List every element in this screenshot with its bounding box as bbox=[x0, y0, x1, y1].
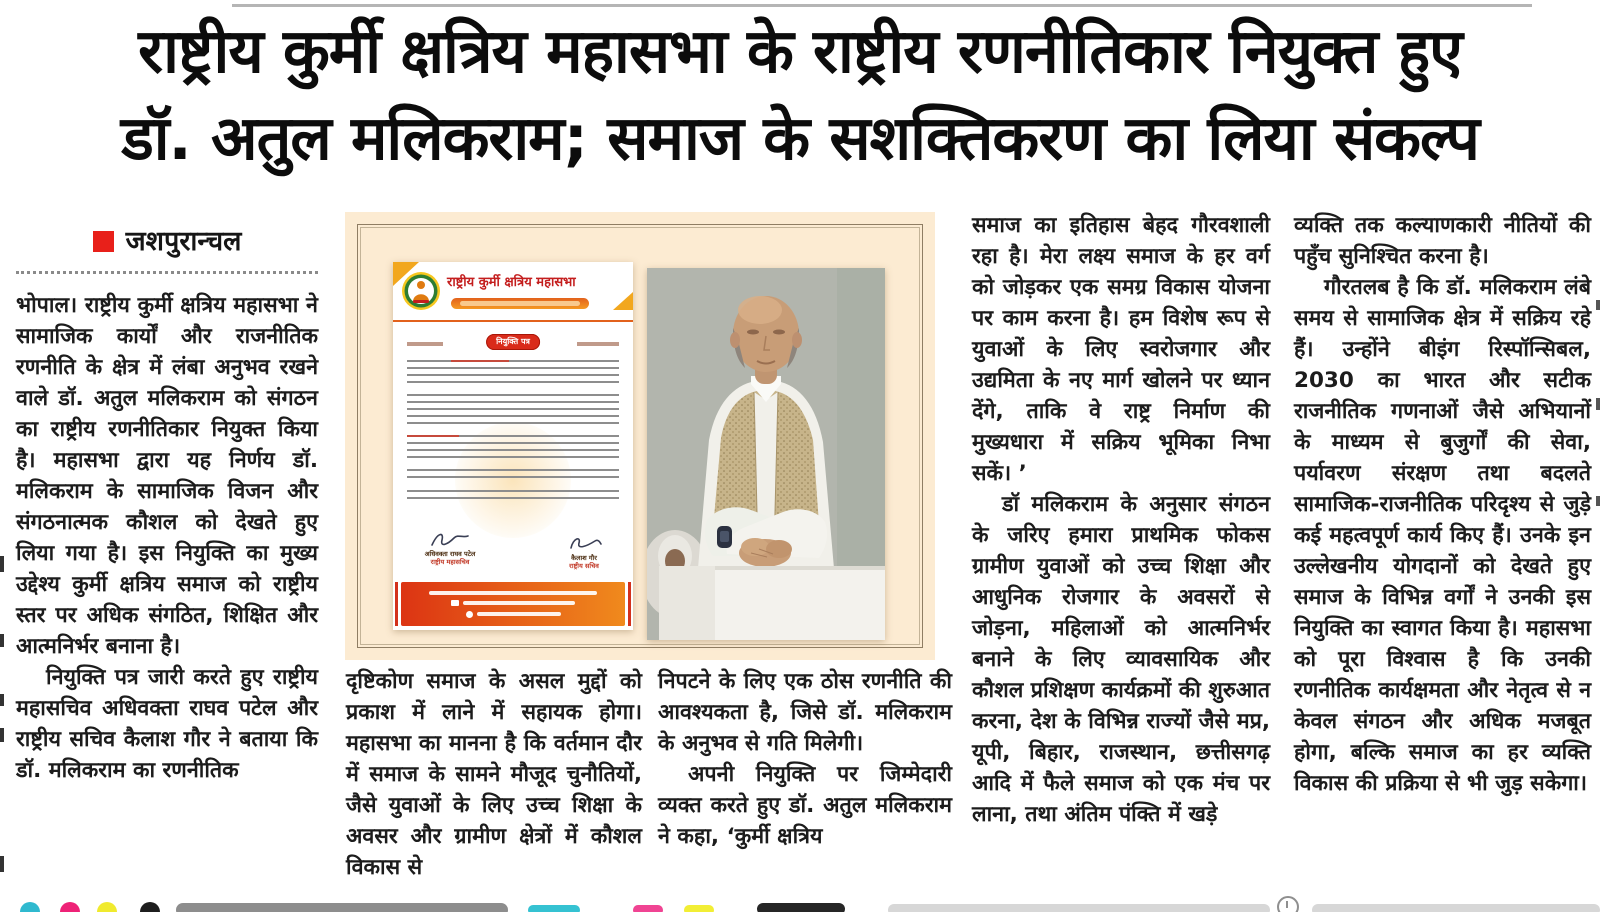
paragraph bbox=[16, 290, 318, 662]
edge-cut-mark bbox=[1596, 300, 1600, 310]
email-text-bar bbox=[463, 601, 575, 605]
letterhead bbox=[393, 262, 633, 322]
letter-highlight-text bbox=[407, 435, 459, 437]
article-column-5 bbox=[1294, 210, 1591, 799]
letter-highlight-text bbox=[451, 360, 509, 362]
phone-text-bar bbox=[477, 612, 561, 616]
section-byline bbox=[16, 222, 318, 274]
portrait-photo bbox=[647, 268, 885, 640]
letter-body-paragraph bbox=[407, 490, 619, 503]
org-logo-icon bbox=[401, 271, 441, 311]
edge-cut-mark bbox=[0, 856, 4, 872]
signature-icon bbox=[565, 534, 603, 554]
print-chip-cyan bbox=[528, 905, 580, 912]
article-column-1 bbox=[16, 222, 318, 786]
footer-side-strip bbox=[628, 582, 631, 626]
man-portrait-illustration bbox=[647, 268, 885, 640]
registration-mark-icon bbox=[1277, 896, 1299, 912]
headline-line-2: डॉ. अतुल मलिकराम; समाज के सशक्तिकरण का लिया संकल्प bbox=[121, 103, 1479, 174]
letterhead-website-band bbox=[451, 298, 589, 309]
print-chip-magenta bbox=[633, 905, 663, 912]
page-cut-line bbox=[232, 4, 1532, 7]
letter-footer-contact bbox=[401, 582, 625, 626]
signature-block-right bbox=[547, 534, 621, 570]
article-headline bbox=[0, 8, 1600, 182]
letter-body-paragraph bbox=[407, 394, 619, 427]
edge-cut-mark bbox=[0, 556, 4, 572]
address-text-bar bbox=[429, 591, 597, 595]
edge-cut-mark bbox=[1596, 496, 1600, 506]
paragraph: समाज का इतिहास बेहद गौरवशाली रहा है। मेरा लक्ष्य समाज के हर वर्ग को जोड़कर एक समग्र विकास योजना पर काम करना है। हम विशेष रूप से युवाओं के लिए स्वरोजगार और उद्यमिता के नए मार्ग खोलने पर ध्यान देंगे, ताकि वे राष्ट्र निर्माण की मुख्यधारा में सक्रिय भूमिका निभा सकें। ’ bbox=[972, 213, 1270, 486]
headline-line-1: राष्ट्रीय कुर्मी क्षत्रिय महासभा के राष्ट्रीय रणनीतिकार नियुक्त हुए bbox=[138, 16, 1462, 87]
cmyk-dot-cyan bbox=[20, 902, 40, 912]
article-column-2 bbox=[346, 666, 642, 883]
edge-cut-mark bbox=[1596, 398, 1600, 410]
signature-icon bbox=[428, 530, 472, 550]
signatory-name: कैलाश गौर bbox=[571, 554, 597, 562]
signature-block-left bbox=[407, 530, 493, 566]
edge-cut-mark bbox=[0, 634, 4, 647]
section-name: जशपुरान्चल bbox=[125, 226, 242, 257]
paragraph: नियुक्ति पत्र जारी करते हुए राष्ट्रीय महासचिव अधिवक्ता राघव पटेल और राष्ट्रीय सचिव कैलाश गौर ने बताया कि डॉ. मलिकराम का रणनीतिक bbox=[16, 665, 318, 783]
letter-subject-badge: नियुक्ति पत्र bbox=[486, 334, 540, 350]
phone-icon bbox=[466, 611, 473, 618]
email-icon bbox=[451, 600, 459, 606]
paragraph: डॉ मलिकराम के अनुसार संगठन के जरिए हमारा प्राथमिक फोकस ग्रामीण युवाओं को उच्च शिक्षा और आधुनिक रोजगार के अवसरों से जोड़ना, महिलाओं को आत्मनिर्भर बनाने के लिए व्यावसायिक और कौशल प्रशिक्षण कार्यक्रमों की शुरुआत करना, देश के विभिन्न राज्यों जैसे मप्र, यूपी, बिहार, राजस्थान, छत्तीसगढ़ आदि में फैले समाज को एक मंच पर लाना, तथा अंतिम पंक्ति में खड़े bbox=[972, 492, 1270, 827]
print-gray-bar bbox=[888, 904, 1270, 912]
footer-side-strip bbox=[395, 582, 398, 626]
paragraph: अपनी नियुक्ति पर जिम्मेदारी व्यक्त करते हुए डॉ. अतुल मलिकराम ने कहा, ‘कुर्मी क्षत्रिय bbox=[658, 762, 952, 849]
article-column-3 bbox=[658, 666, 952, 852]
cmyk-dot-magenta bbox=[60, 902, 80, 912]
signatory-name: अधिवक्ता राघव पटेल bbox=[424, 550, 476, 558]
edge-cut-mark bbox=[0, 694, 4, 706]
letter-date bbox=[577, 342, 619, 346]
paragraph-text: राष्ट्रीय कुर्मी क्षत्रिय महासभा ने सामाजिक कार्यों और राजनीतिक रणनीति के क्षेत्र में लंबा अनुभव रखने वाले डॉ. अतुल मलिकराम को संगठन का राष्ट्रीय रणनीतिकार नियुक्त किया है। महासभा द्वारा यह निर्णय डॉ. मलिकराम के सामाजिक विजन और संगठनात्मक कौशल को देखते हुए लिया गया है। इस नियुक्ति का मुख्य उद्देश्य कुर्मी क्षत्रिय समाज को राष्ट्रीय स्तर पर अधिक संगठित, शिक्षित और आत्मनिर्भर बनाना है। bbox=[16, 293, 318, 659]
print-gray-bar bbox=[1312, 904, 1600, 912]
letter-ref-number bbox=[407, 342, 443, 346]
signatory-title: राष्ट्रीय महासचिव bbox=[430, 558, 470, 566]
letterhead-org-name: राष्ट्रीय कुर्मी क्षत्रिय महासभा bbox=[447, 275, 576, 290]
print-color-bar bbox=[176, 903, 508, 912]
letter-body-paragraph bbox=[407, 469, 619, 482]
article-column-4 bbox=[972, 210, 1270, 830]
cmyk-dot-black bbox=[140, 902, 160, 912]
paragraph: गौरतलब है कि डॉ. मलिकराम लंबे समय से सामाजिक क्षेत्र में सक्रिय रहे हैं। उन्होंने बीइंग रिस्पॉन्सिबल, 2030 का भारत और सटीक राजनीतिक गणनाओं जैसे अभियानों के माध्यम से बुजुर्गों की सेवा, पर्यावरण संरक्षण तथा बदलते सामाजिक-राजनीतिक परिदृश्य से जुड़े कई महत्वपूर्ण कार्य किए हैं। उनके इन उल्लेखनीय योगदानों को देखते हुए समाज के विभिन्न वर्गों ने उनकी इस नियुक्ति का स्वागत किया है। महासभा को पूरा विश्वास है कि उनकी रणनीतिक कार्यक्षमता और नेतृत्व से न केवल संगठन और अधिक मजबूत होगा, बल्कि समाज का हर व्यक्ति विकास की प्रक्रिया से भी जुड़ सकेगा। bbox=[1294, 275, 1591, 796]
appointment-letter-image bbox=[393, 262, 633, 630]
paragraph: व्यक्ति तक कल्याणकारी नीतियों की पहुँच सुनिश्चित करना है। bbox=[1294, 213, 1591, 269]
print-chip-yellow bbox=[684, 905, 714, 912]
signatory-title: राष्ट्रीय सचिव bbox=[569, 562, 599, 570]
edge-cut-mark bbox=[0, 728, 4, 742]
letter-body-paragraph bbox=[407, 435, 619, 461]
cmyk-dot-yellow bbox=[97, 902, 117, 912]
section-marker-icon bbox=[93, 231, 114, 252]
letter-body-paragraph bbox=[407, 360, 619, 386]
article-figure bbox=[345, 212, 935, 660]
print-chip-black bbox=[757, 903, 845, 912]
paragraph: दृष्टिकोण समाज के असल मुद्दों को प्रकाश में लाने में सहायक होगा। महासभा का मानना है कि वर्तमान दौर में समाज के सामने मौजूद चुनौतियों, जैसे युवाओं के लिए उच्च शिक्षा के अवसर और ग्रामीण क्षेत्रों में कौशल विकास से bbox=[346, 669, 642, 880]
paragraph: निपटने के लिए एक ठोस रणनीति की आवश्यकता है, जिसे डॉ. मलिकराम के अनुभव से गति मिलेगी। bbox=[658, 669, 952, 756]
dateline: भोपाल। bbox=[16, 293, 78, 318]
